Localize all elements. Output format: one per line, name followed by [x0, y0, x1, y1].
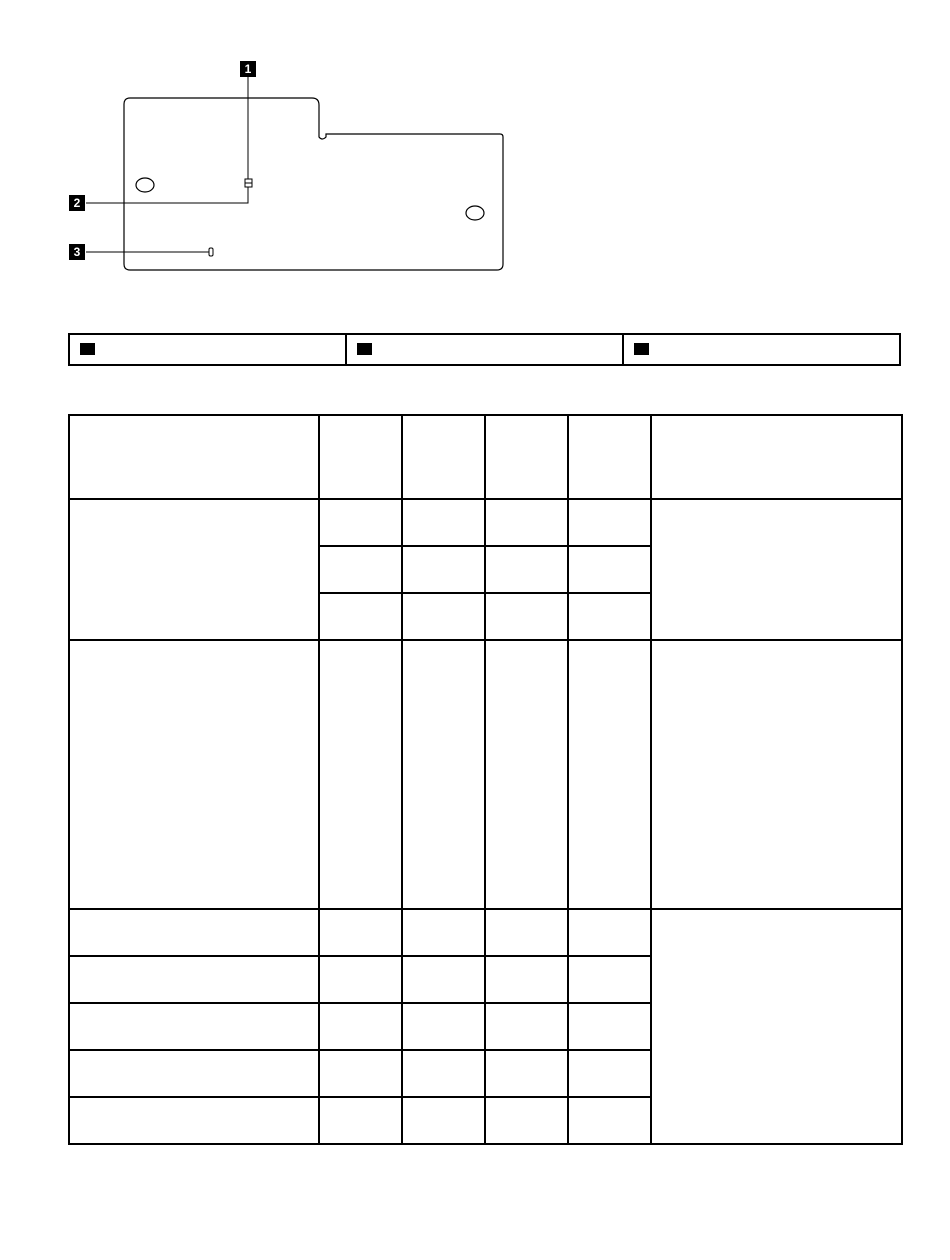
table-row: [69, 909, 902, 956]
callout-legend-table: [68, 333, 901, 366]
table-cell: [319, 909, 402, 956]
table-cell: [319, 1050, 402, 1097]
table-cell: [485, 1097, 568, 1144]
table-cell: [568, 640, 651, 909]
table-cell: [402, 593, 485, 640]
callout-3-badge: 3: [69, 244, 85, 260]
table-cell: [402, 499, 485, 546]
callout-2-badge: 2: [69, 195, 85, 211]
header-cell-1: [69, 415, 319, 499]
table-cell: [319, 1097, 402, 1144]
header-cell-3: [402, 415, 485, 499]
legend-marker-2: [357, 343, 372, 355]
table-cell: [402, 546, 485, 593]
legend-cell-3: [623, 334, 900, 365]
header-cell-5: [568, 415, 651, 499]
table-cell: [69, 909, 319, 956]
table-cell: [402, 640, 485, 909]
callout-1-badge: 1: [240, 61, 256, 77]
table-cell: [402, 1097, 485, 1144]
legend-marker-3: [634, 343, 649, 355]
table-cell: [319, 956, 402, 1003]
table-cell: [485, 593, 568, 640]
table-cell: [485, 1050, 568, 1097]
table-cell: [319, 499, 402, 546]
header-cell-4: [485, 415, 568, 499]
table-row: [69, 499, 902, 546]
table-cell: [651, 499, 902, 640]
table-cell: [485, 640, 568, 909]
table-cell: [319, 593, 402, 640]
table-cell: [402, 1050, 485, 1097]
table-cell: [485, 546, 568, 593]
table-cell: [69, 1097, 319, 1144]
table-cell: [319, 640, 402, 909]
legend-marker-1: [80, 343, 95, 355]
table-cell: [568, 1050, 651, 1097]
table-cell: [319, 1003, 402, 1050]
table-cell: [651, 640, 902, 909]
led-status-table: [68, 414, 903, 1145]
mounting-hole-left: [136, 178, 154, 192]
table-cell: [485, 1003, 568, 1050]
table-cell: [485, 909, 568, 956]
table-cell: [402, 956, 485, 1003]
mounting-hole-right: [466, 206, 484, 220]
table-cell: [568, 546, 651, 593]
led-component: [209, 248, 213, 256]
table-cell: [69, 1003, 319, 1050]
table-cell: [568, 956, 651, 1003]
table-cell: [485, 499, 568, 546]
board-edge: [124, 98, 503, 270]
table-cell: [568, 1097, 651, 1144]
table-cell: [568, 1003, 651, 1050]
table-header-row: [69, 415, 902, 499]
table-cell: [485, 956, 568, 1003]
callout-2-leader: [86, 187, 248, 203]
header-cell-6: [651, 415, 902, 499]
table-cell: [402, 909, 485, 956]
legend-cell-2: [346, 334, 623, 365]
table-cell: [69, 1050, 319, 1097]
table-cell: [69, 499, 319, 640]
board-diagram: [0, 0, 560, 290]
table-cell: [69, 640, 319, 909]
table-row: [69, 640, 902, 909]
table-cell: [69, 956, 319, 1003]
legend-cell-1: [69, 334, 346, 365]
table-cell: [568, 909, 651, 956]
table-cell: [402, 1003, 485, 1050]
table-cell: [651, 909, 902, 1144]
table-cell: [568, 593, 651, 640]
table-cell: [319, 546, 402, 593]
header-cell-2: [319, 415, 402, 499]
table-cell: [568, 499, 651, 546]
